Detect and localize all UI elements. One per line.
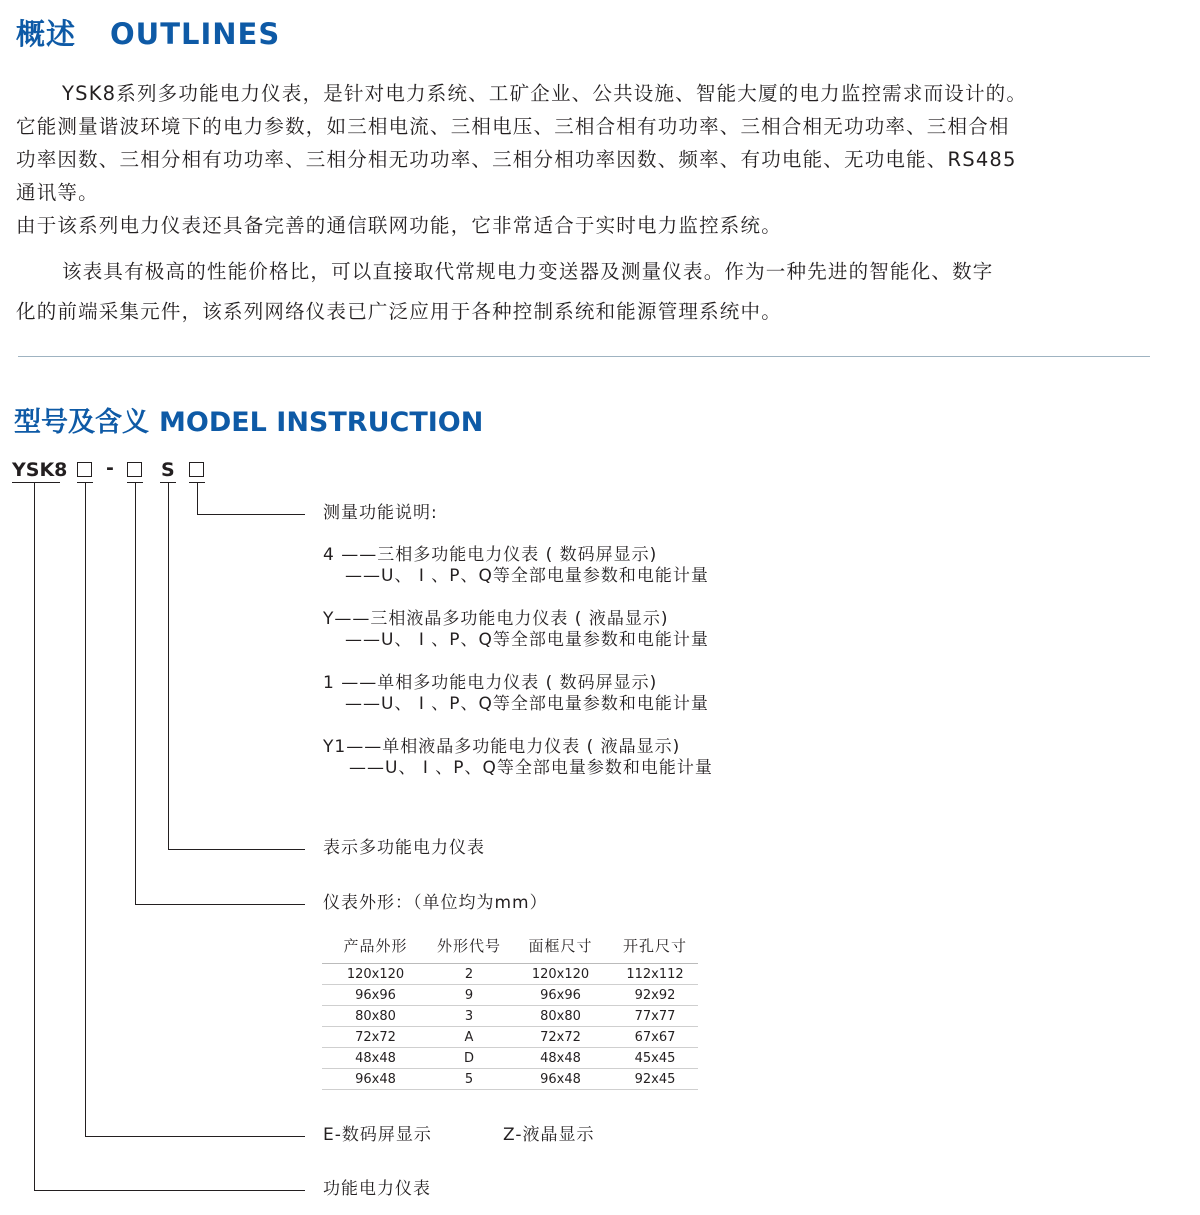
table-cell: 120x120 — [322, 964, 429, 985]
table-cell: 5 — [429, 1069, 509, 1090]
table-cell: D — [429, 1048, 509, 1069]
model-title-en: MODEL INSTRUCTION — [159, 407, 484, 438]
table-header-cell: 外形代号 — [429, 927, 509, 964]
function-item-line2: ——U、 I 、P、Q等全部电量参数和电能计量 — [345, 694, 709, 714]
model-title — [14, 400, 483, 439]
table-cell: 48x48 — [509, 1048, 612, 1069]
table-cell: A — [429, 1027, 509, 1048]
table-cell: 96x48 — [322, 1069, 429, 1090]
table-cell: 72x72 — [509, 1027, 612, 1048]
connector-shape-horizontal — [135, 904, 305, 905]
display-e: E-数码屏显示 — [323, 1125, 432, 1145]
table-cell: 80x80 — [322, 1006, 429, 1027]
function-item-line1: Y——三相液晶多功能电力仪表 ( 液晶显示) — [323, 609, 669, 629]
table-cell: 45x45 — [612, 1048, 698, 1069]
function-item-line2: ——U、 I 、P、Q等全部电量参数和电能计量 — [349, 758, 713, 778]
model-code-box-display — [77, 462, 92, 477]
function-item-1 — [323, 673, 709, 715]
model-title-cn: 型号及含义 — [14, 407, 149, 438]
table-cell: 3 — [429, 1006, 509, 1027]
function-item-line1: 1 ——单相多功能电力仪表 ( 数码屏显示) — [323, 673, 658, 693]
function-item-line1: 4 ——三相多功能电力仪表 ( 数码屏显示) — [323, 545, 658, 565]
base-meaning: 功能电力仪表 — [323, 1179, 431, 1199]
table-cell: 92x92 — [612, 985, 698, 1006]
table-cell: 48x48 — [322, 1048, 429, 1069]
table-cell: 96x48 — [509, 1069, 612, 1090]
model-code-dash: - — [106, 457, 114, 479]
connector-shape-vertical — [135, 482, 136, 905]
function-item-y — [323, 609, 709, 651]
table-row — [322, 1006, 698, 1027]
s-meaning: 表示多功能电力仪表 — [323, 838, 485, 858]
outlines-title-en: OUTLINES — [110, 17, 281, 51]
table-row — [322, 964, 698, 985]
section-divider — [18, 356, 1150, 357]
function-item-line2: ——U、 I 、P、Q等全部电量参数和电能计量 — [345, 630, 709, 650]
model-underline-prefix — [12, 482, 60, 483]
shape-table — [322, 927, 698, 1090]
table-cell: 120x120 — [509, 964, 612, 985]
model-code-box-function — [189, 462, 204, 477]
connector-display-horizontal — [85, 1136, 305, 1137]
outlines-line-1: YSK8系列多功能电力仪表，是针对电力系统、工矿企业、公共设施、智能大厦的电力监控需求而设计的。 — [62, 82, 1028, 105]
connector-prefix-horizontal — [34, 1190, 305, 1191]
table-cell: 96x96 — [509, 985, 612, 1006]
model-code-box-shape — [127, 462, 142, 477]
function-item-line1: Y1——单相液晶多功能电力仪表 ( 液晶显示) — [323, 737, 681, 757]
outlines-line-5: 由于该系列电力仪表还具备完善的通信联网功能，它非常适合于实时电力监控系统。 — [16, 214, 782, 237]
table-cell: 2 — [429, 964, 509, 985]
table-row — [322, 1027, 698, 1048]
display-z: Z-液晶显示 — [503, 1125, 595, 1145]
table-header-cell: 开孔尺寸 — [612, 927, 698, 964]
outlines-title-cn: 概述 — [16, 17, 77, 51]
connector-display-vertical — [85, 482, 86, 1137]
table-cell: 67x67 — [612, 1027, 698, 1048]
outlines-line-6: 该表具有极高的性能价格比，可以直接取代常规电力变送器及测量仪表。作为一种先进的智能化、数字 — [62, 260, 994, 283]
model-code-prefix: YSK8 — [12, 459, 68, 481]
connector-function-horizontal — [197, 514, 305, 515]
table-header-cell: 产品外形 — [322, 927, 429, 964]
table-cell: 77x77 — [612, 1006, 698, 1027]
table-header-row — [322, 927, 698, 964]
function-item-line2: ——U、 I 、P、Q等全部电量参数和电能计量 — [345, 566, 709, 586]
table-row — [322, 1069, 698, 1090]
function-heading: 测量功能说明: — [323, 503, 438, 523]
outlines-title — [16, 12, 280, 53]
connector-s-horizontal — [168, 849, 305, 850]
connector-function-vertical — [197, 482, 198, 515]
outlines-line-4: 通讯等。 — [16, 181, 99, 204]
shape-heading: 仪表外形：（单位均为mm） — [323, 893, 548, 913]
connector-s-vertical — [168, 482, 169, 850]
function-item-4 — [323, 545, 709, 587]
table-cell: 96x96 — [322, 985, 429, 1006]
table-cell: 92x45 — [612, 1069, 698, 1090]
function-item-y1 — [323, 737, 713, 779]
table-cell: 80x80 — [509, 1006, 612, 1027]
connector-prefix-vertical — [34, 482, 35, 1191]
table-cell: 9 — [429, 985, 509, 1006]
table-cell: 72x72 — [322, 1027, 429, 1048]
outlines-line-7: 化的前端采集元件，该系列网络仪表已广泛应用于各种控制系统和能源管理系统中。 — [16, 300, 782, 323]
model-code-s: S — [161, 459, 175, 481]
outlines-line-2: 它能测量谐波环境下的电力参数，如三相电流、三相电压、三相合相有功功率、三相合相无功功率、三相合相 — [16, 115, 1010, 138]
outlines-line-3: 功率因数、三相分相有功功率、三相分相无功功率、三相分相功率因数、频率、有功电能、无功电能、RS485 — [16, 148, 1017, 171]
table-cell: 112x112 — [612, 964, 698, 985]
table-header-cell: 面框尺寸 — [509, 927, 612, 964]
table-row — [322, 985, 698, 1006]
table-row — [322, 1048, 698, 1069]
